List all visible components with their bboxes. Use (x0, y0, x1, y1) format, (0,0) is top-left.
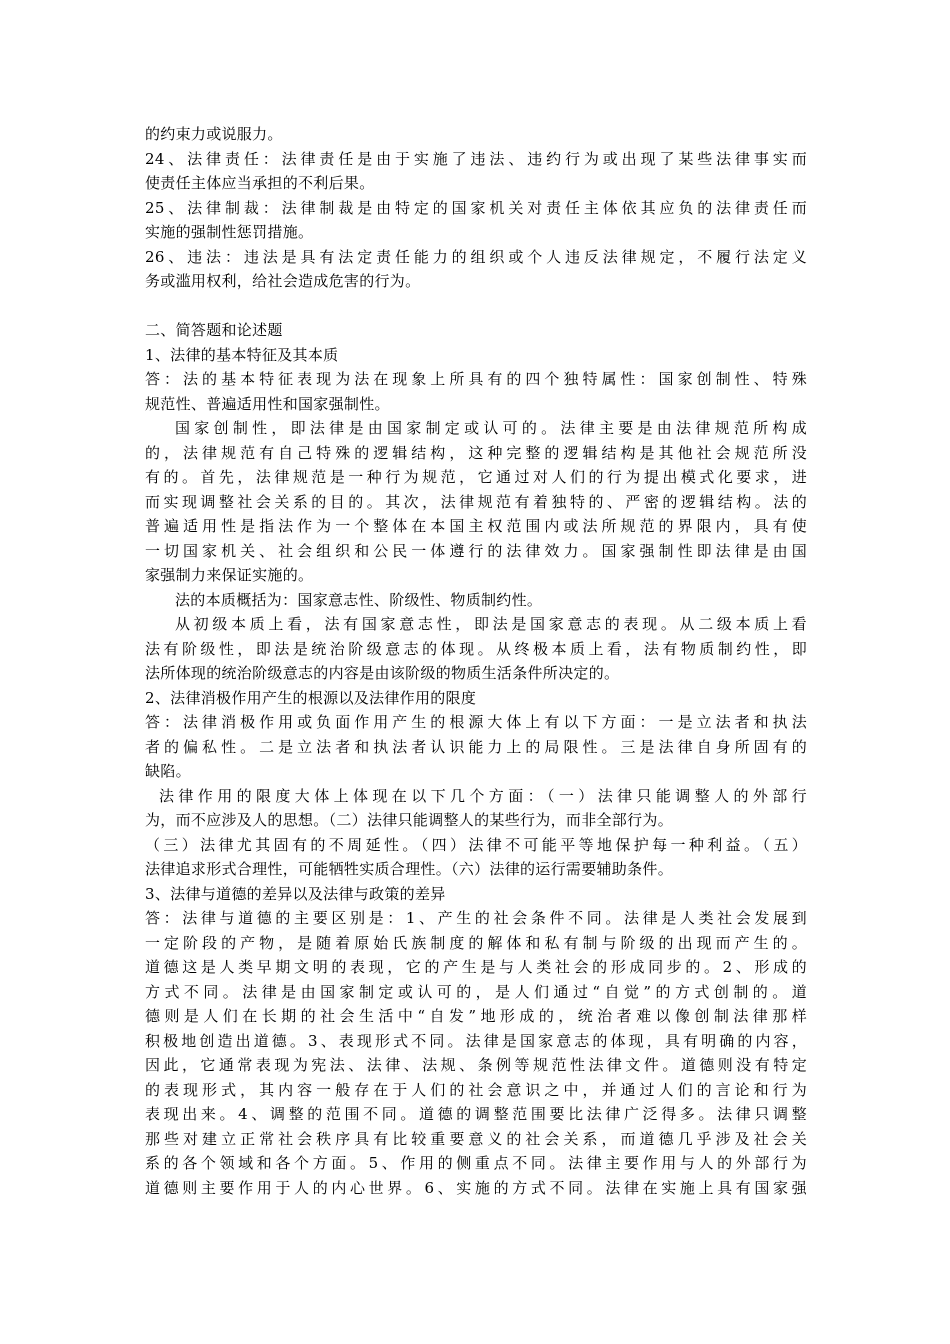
text-line: 国家创制性，即法律是由国家制定或认可的。法律主要是由法律规范所构成 (175, 419, 807, 437)
text-line: 答：法的基本特征表现为法在现象上所具有的四个独特属性：国家创制性、特殊 (145, 370, 807, 388)
text-line: 法律追求形式合理性，可能牺牲实质合理性。（六）法律的运行需要辅助条件。 (145, 860, 674, 878)
text-line: 实施的强制性惩罚措施。 (145, 223, 314, 241)
text-line: 25、法律制裁：法律制裁是由特定的国家机关对责任主体依其应负的法律责任而 (145, 198, 807, 217)
text-line: 2、法律消极作用产生的根源以及法律作用的限度 (145, 688, 477, 707)
text-line: 3、法律与道德的差异以及法律与政策的差异 (145, 884, 446, 903)
text-line: 答：法律消极作用或负面作用产生的根源大体上有以下方面：一是立法者和执法 (145, 713, 807, 731)
text-line: 那些对建立正常社会秩序具有比较重要意义的社会关系，而道德几乎涉及社会关 (145, 1129, 807, 1148)
text-line: 系的各个领域和各个方面。5、作用的侧重点不同。法律主要作用与人的外部行为 (145, 1154, 807, 1172)
text-line: 为，而不应涉及人的思想。（二）法律只能调整人的某些行为，而非全部行为。 (145, 811, 674, 829)
text-line: 法有阶级性，即法是统治阶级意志的体现。从终极本质上看，法有物质制约性，即 (145, 639, 807, 658)
text-line: 因此，它通常表现为宪法、法律、法规、条例等规范性法律文件。道德则没有特定 (145, 1056, 807, 1074)
text-line: 有的。首先，法律规范是一种行为规范，它通过对人们的行为提出模式化要求，进 (145, 468, 807, 486)
text-line: 务或滥用权利，给社会造成危害的行为。 (145, 272, 421, 290)
text-line: 答：法律与道德的主要区别是：1、产生的社会条件不同。法律是人类社会发展到 (145, 909, 807, 927)
text-line: 26、违法：违法是具有法定责任能力的组织或个人违反法律规定，不履行法定义 (145, 247, 807, 266)
text-line: 1、法律的基本特征及其本质 (145, 345, 339, 364)
text-line: 而实现调整社会关系的目的。其次，法律规范有着独特的、严密的逻辑结构。法的 (145, 492, 807, 511)
text-line: 积极地创造出道德。3、表现形式不同。法律是国家意志的体现，具有明确的内容， (145, 1031, 807, 1050)
text-line: 使责任主体应当承担的不利后果。 (145, 174, 375, 192)
text-line: 表现出来。4、调整的范围不同。道德的调整范围要比法律广泛得多。法律只调整 (145, 1105, 807, 1123)
text-line: 道德这是人类早期文明的表现，它的产生是与人类社会的形成同步的。2、形成的 (145, 958, 807, 976)
text-line: 的约束力或说服力。 (145, 125, 283, 143)
text-line: 德则是人们在长期的社会生活中“自发”地形成的，统治者难以像创制法律那样 (145, 1007, 807, 1025)
text-line: 者的偏私性。二是立法者和执法者认识能力上的局限性。三是法律自身所固有的 (145, 737, 807, 756)
text-line: 法律作用的限度大体上体现在以下几个方面：（一）法律只能调整人的外部行 (159, 786, 807, 805)
text-line: 家强制力来保证实施的。 (145, 566, 314, 584)
text-line: 方式不同。法律是由国家制定或认可的，是人们通过“自觉”的方式创制的。道 (145, 982, 807, 1001)
text-line: 的，法律规范有自己特殊的逻辑结构，这种完整的逻辑结构是其他社会规范所没 (145, 443, 807, 462)
text-line: 道德则主要作用于人的内心世界。6、实施的方式不同。法律在实施上具有国家强 (145, 1178, 807, 1197)
document-page (145, 122, 807, 1200)
text-line: 法所体现的统治阶级意志的内容是由该阶级的物质生活条件所决定的。 (145, 664, 620, 682)
text-line: （三）法律尤其固有的不周延性。（四）法律不可能平等地保护每一种利益。（五） (145, 835, 807, 854)
text-line: 二、简答题和论述题 (145, 321, 283, 339)
text-line: 缺陷。 (145, 762, 191, 780)
blank-line (145, 294, 807, 319)
text-line: 法的本质概括为：国家意志性、阶级性、物质制约性。 (175, 590, 543, 609)
text-line: 普遍适用性是指法作为一个整体在本国主权范围内或法所规范的界限内，具有使 (145, 517, 807, 535)
text-line: 从初级本质上看，法有国家意志性，即法是国家意志的表现。从二级本质上看 (175, 615, 807, 633)
text-line: 的表现形式，其内容一般存在于人们的社会意识之中，并通过人们的言论和行为 (145, 1080, 807, 1099)
text-line: 一切国家机关、社会组织和公民一体遵行的法律效力。国家强制性即法律是由国 (145, 541, 807, 560)
text-line: 规范性、普遍适用性和国家强制性。 (145, 394, 390, 413)
text-line: 一定阶段的产物，是随着原始氏族制度的解体和私有制与阶级的出现而产生的。 (145, 933, 807, 952)
text-line: 24、法律责任：法律责任是由于实施了违法、违约行为或出现了某些法律事实而 (145, 149, 807, 168)
